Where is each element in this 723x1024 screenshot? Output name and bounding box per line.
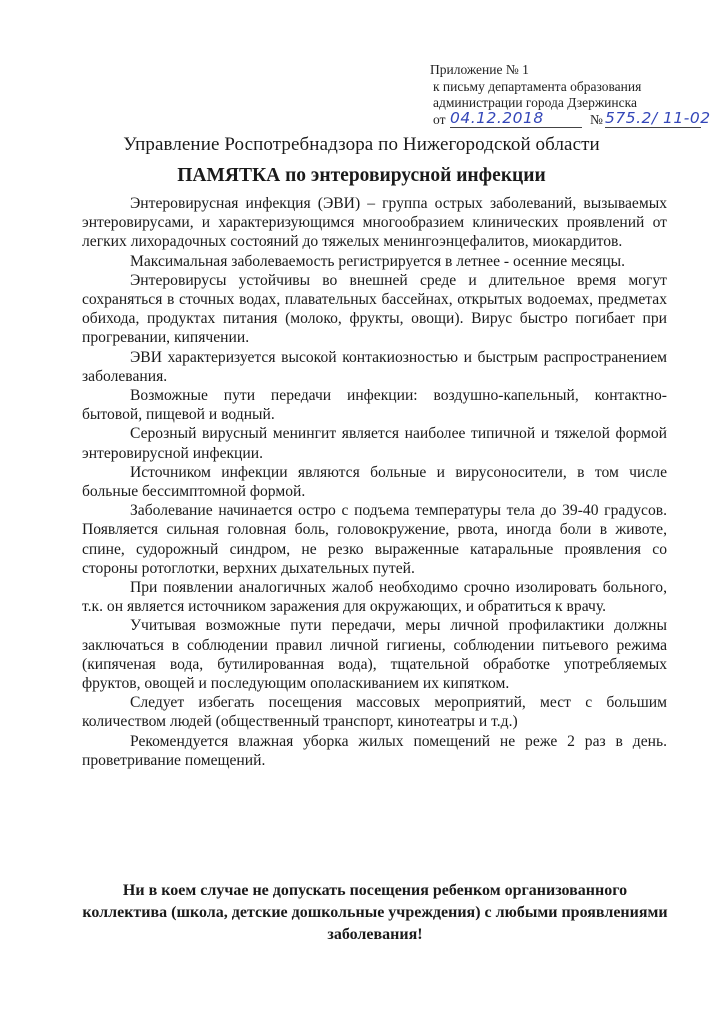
paragraph: Следует избегать посещения массовых мероприятий, мест с большим количеством людей (общественный транспорт, кинотеатры и т.д.): [82, 694, 667, 731]
document-title: ПАМЯТКА по энтеровирусной инфекции: [177, 165, 546, 186]
paragraph: Заболевание начинается остро с подъема температуры тела до 39-40 градусов. Появляется сильная головная боль, головокружение, рвота, иногда боли в животе, спине, судорожный синдром, не резко выраженные катаральные проявления со стороны ротоглотки, верхних дыхательных путей.: [82, 502, 667, 577]
appendix-line: к письму департамента образования: [433, 78, 642, 94]
handwritten-number: 575.2/ 11-02: [605, 108, 711, 127]
paragraph: Источником инфекции являются больные и вирусоносители, в том числе больные бессимптомной формой.: [82, 463, 667, 501]
number-label: №: [590, 111, 603, 127]
paragraph: Рекомендуется влажная уборка жилых помещений не реже 2 раз в день. проветривание помещений.: [82, 732, 667, 769]
paragraph: Возможные пути передачи инфекции: воздушно-капельный, контактно-бытовой, пищевой и водный.: [82, 387, 667, 424]
paragraph: При появлении аналогичных жалоб необходимо срочно изолировать больного, т.к. он является источником заражения для окружающих, и обратиться к врачу.: [82, 579, 667, 616]
appendix-line: Приложение № 1: [430, 62, 529, 77]
appendix-block: [430, 62, 710, 130]
paragraph: ЭВИ характеризуется высокой контакиозностью и быстрым распространением заболевания.: [82, 348, 667, 385]
appendix-line: администрации города Дзержинска: [433, 95, 637, 110]
handwritten-date: 04.12.2018: [450, 110, 582, 128]
paragraph: Энтеровирусная инфекция (ЭВИ) – группа острых заболеваний, вызываемых энтеровирусами, и характеризующимся многообразием клинических проявлений от легких лихорадочных состояний до тяжелых менингоэнцефалитов, миокардитов.: [82, 195, 667, 251]
paragraph: Максимальная заболеваемость регистрируется в летнее - осенние месяцы.: [130, 252, 626, 270]
from-label: от: [433, 111, 446, 127]
document-body: [82, 194, 667, 770]
paragraph: Учитывая возможные пути передачи, меры личной профилактики должны заключаться в соблюдении правил личной гигиены, соблюдении питьевого режима (кипяченая вода, бутилированная вода), тщательной обработке употребляемых фруктов, овощей и последующим ополаскиванием их кипятком.: [82, 617, 667, 693]
organization-name: Управление Роспотребнадзора по Нижегородской области: [123, 134, 600, 155]
footer-warning: Ни в коем случае не допускать посещения ребенком организованного коллектива (школа, детские дошкольные учреждения) с любыми проявлениями заболевания!: [82, 882, 668, 943]
appendix-date-number-line: [430, 108, 711, 130]
paragraph: Энтеровирусы устойчивы во внешней среде и длительное время могут сохраняться в сточных водах, плавательных бассейнах, открытых водоемах, предметах обихода, продуктах питания (молоко, фрукты, овощи). Вирус быстро погибает при прогревании, кипячении.: [82, 271, 667, 347]
paragraph: Серозный вирусный менингит является наиболее типичной и тяжелой формой энтеровирусной инфекции.: [82, 425, 667, 462]
